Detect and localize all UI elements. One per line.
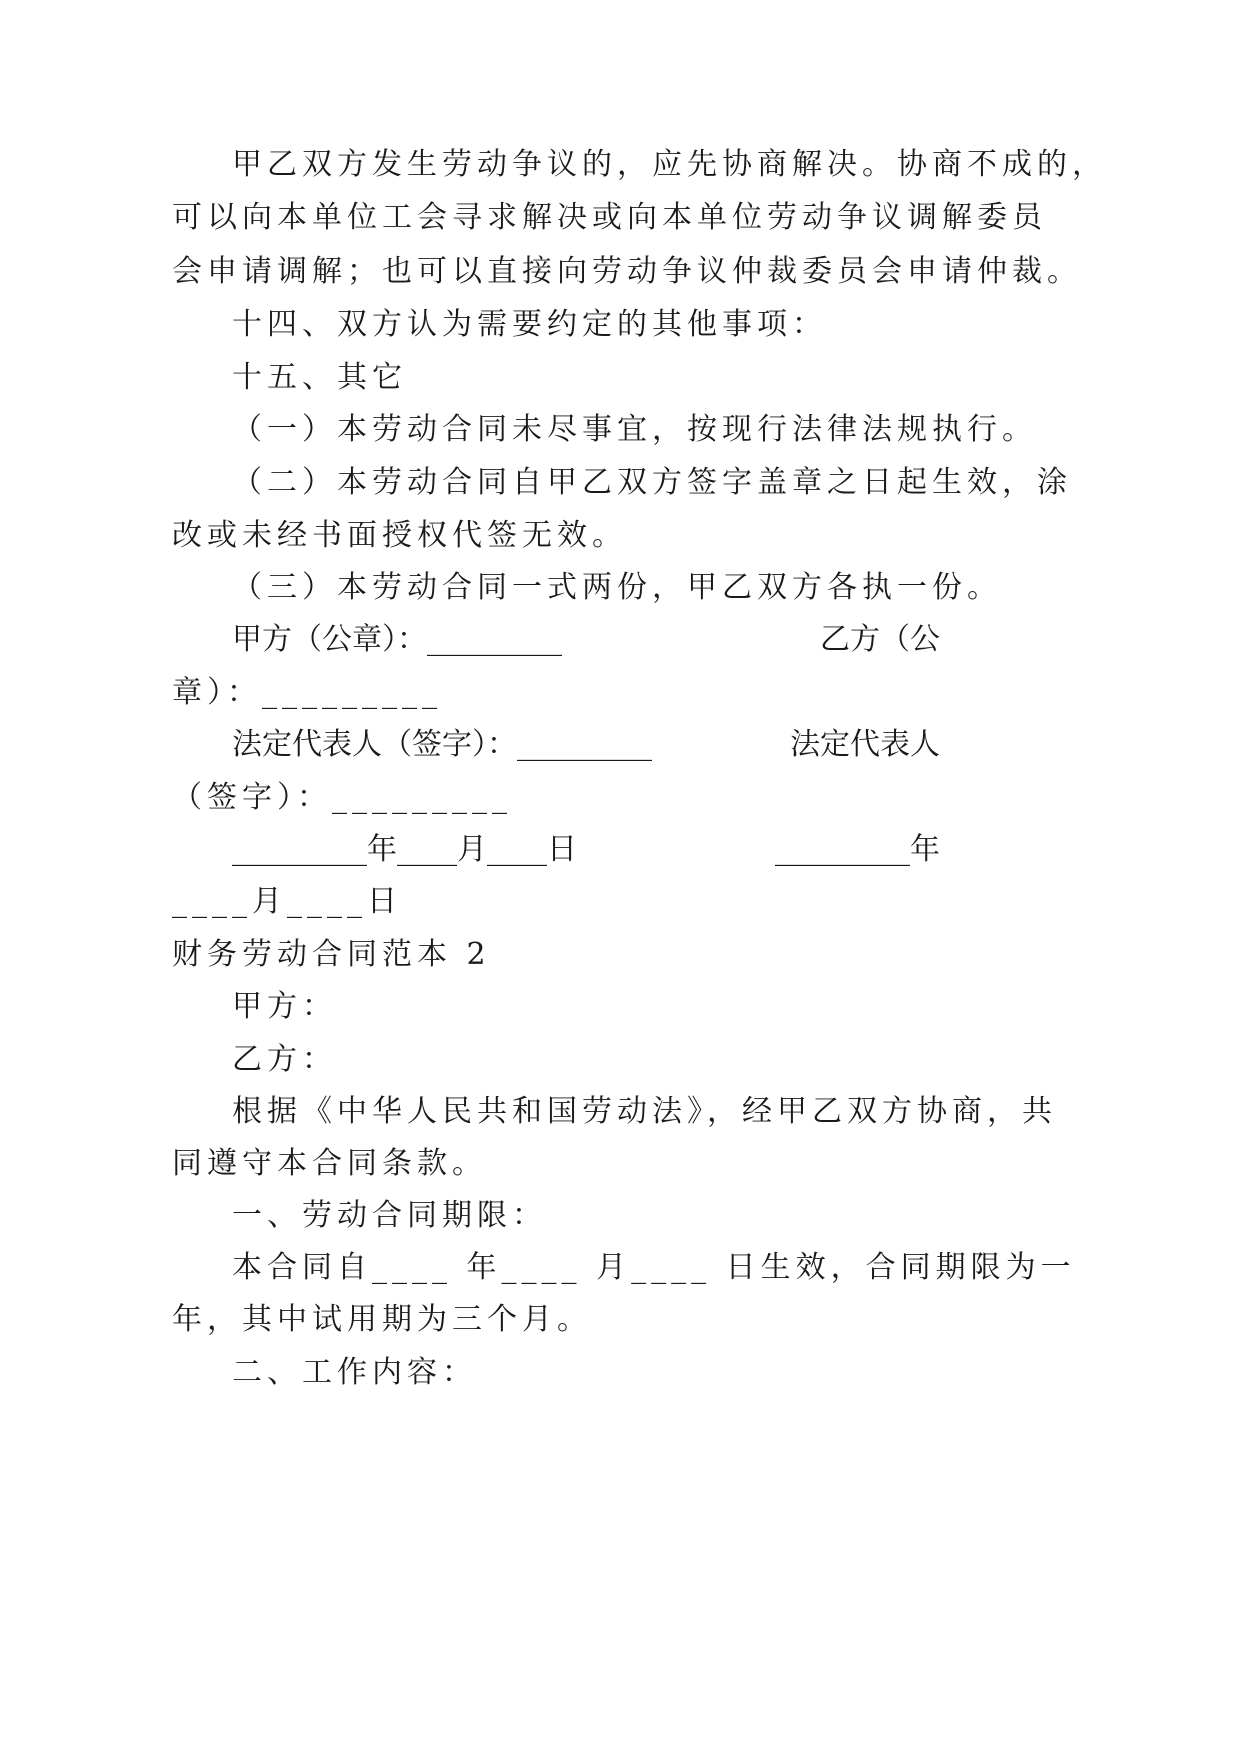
sub-clause-three: （三）本劳动合同一式两份，甲乙双方各执一份。 [232,570,1002,605]
signature-row-seal [232,622,940,658]
paragraph-line: 甲乙双方发生劳动争议的，应先协商解决。协商不成的， [232,147,1107,182]
paragraph-line: 会申请调解；也可以直接向劳动争议仲裁委员会申请仲裁。 [172,254,1082,289]
paragraph-line: 可以向本单位工会寻求解决或向本单位劳动争议调解委员 [172,200,1047,235]
sub-clause-one: （一）本劳动合同未尽事宜，按现行法律法规执行。 [232,412,1037,447]
party-a-rep-field: 法定代表人（签字）：_________ [232,727,652,762]
paragraph-line: 改或未经书面授权代签无效。 [172,518,627,553]
clause-fourteen: 十四、双方认为需要约定的其他事项： [232,307,827,342]
party-b-seal-field: 乙方（公 [820,622,940,657]
sub-clause-two: （二）本劳动合同自甲乙双方签字盖章之日起生效，涂 [232,465,1072,500]
intro-line: 根据《中华人民共和国劳动法》，经甲乙双方协商，共 [232,1094,1057,1129]
party-a-seal-field: 甲方（公章）：_________ [232,622,562,657]
clause-one-text: 本合同自____ 年____ 月____ 日生效，合同期限为一 [232,1250,1076,1285]
clause-one-title: 一、劳动合同期限： [232,1198,547,1233]
clause-two-title: 二、工作内容： [232,1355,477,1390]
signature-row-rep [232,727,940,763]
party-b-date-field-cont: ____月____日 [172,884,402,919]
party-b-rep-field: 法定代表人 [790,727,940,762]
party-a-label: 甲方： [232,989,337,1024]
party-b-label: 乙方： [232,1042,337,1077]
clause-one-text: 年，其中试用期为三个月。 [172,1302,592,1337]
section-title: 财务劳动合同范本 2 [172,937,491,972]
signature-row-date [232,832,940,868]
party-b-seal-field-cont: 章）：_________ [172,675,442,710]
party-a-date-field: _________年____月____日 [232,832,577,867]
intro-line: 同遵守本合同条款。 [172,1146,487,1181]
party-b-rep-field-cont: （签字）：_________ [172,780,512,815]
clause-fifteen: 十五、其它 [232,360,407,395]
party-b-date-field: _________年 [775,832,940,867]
